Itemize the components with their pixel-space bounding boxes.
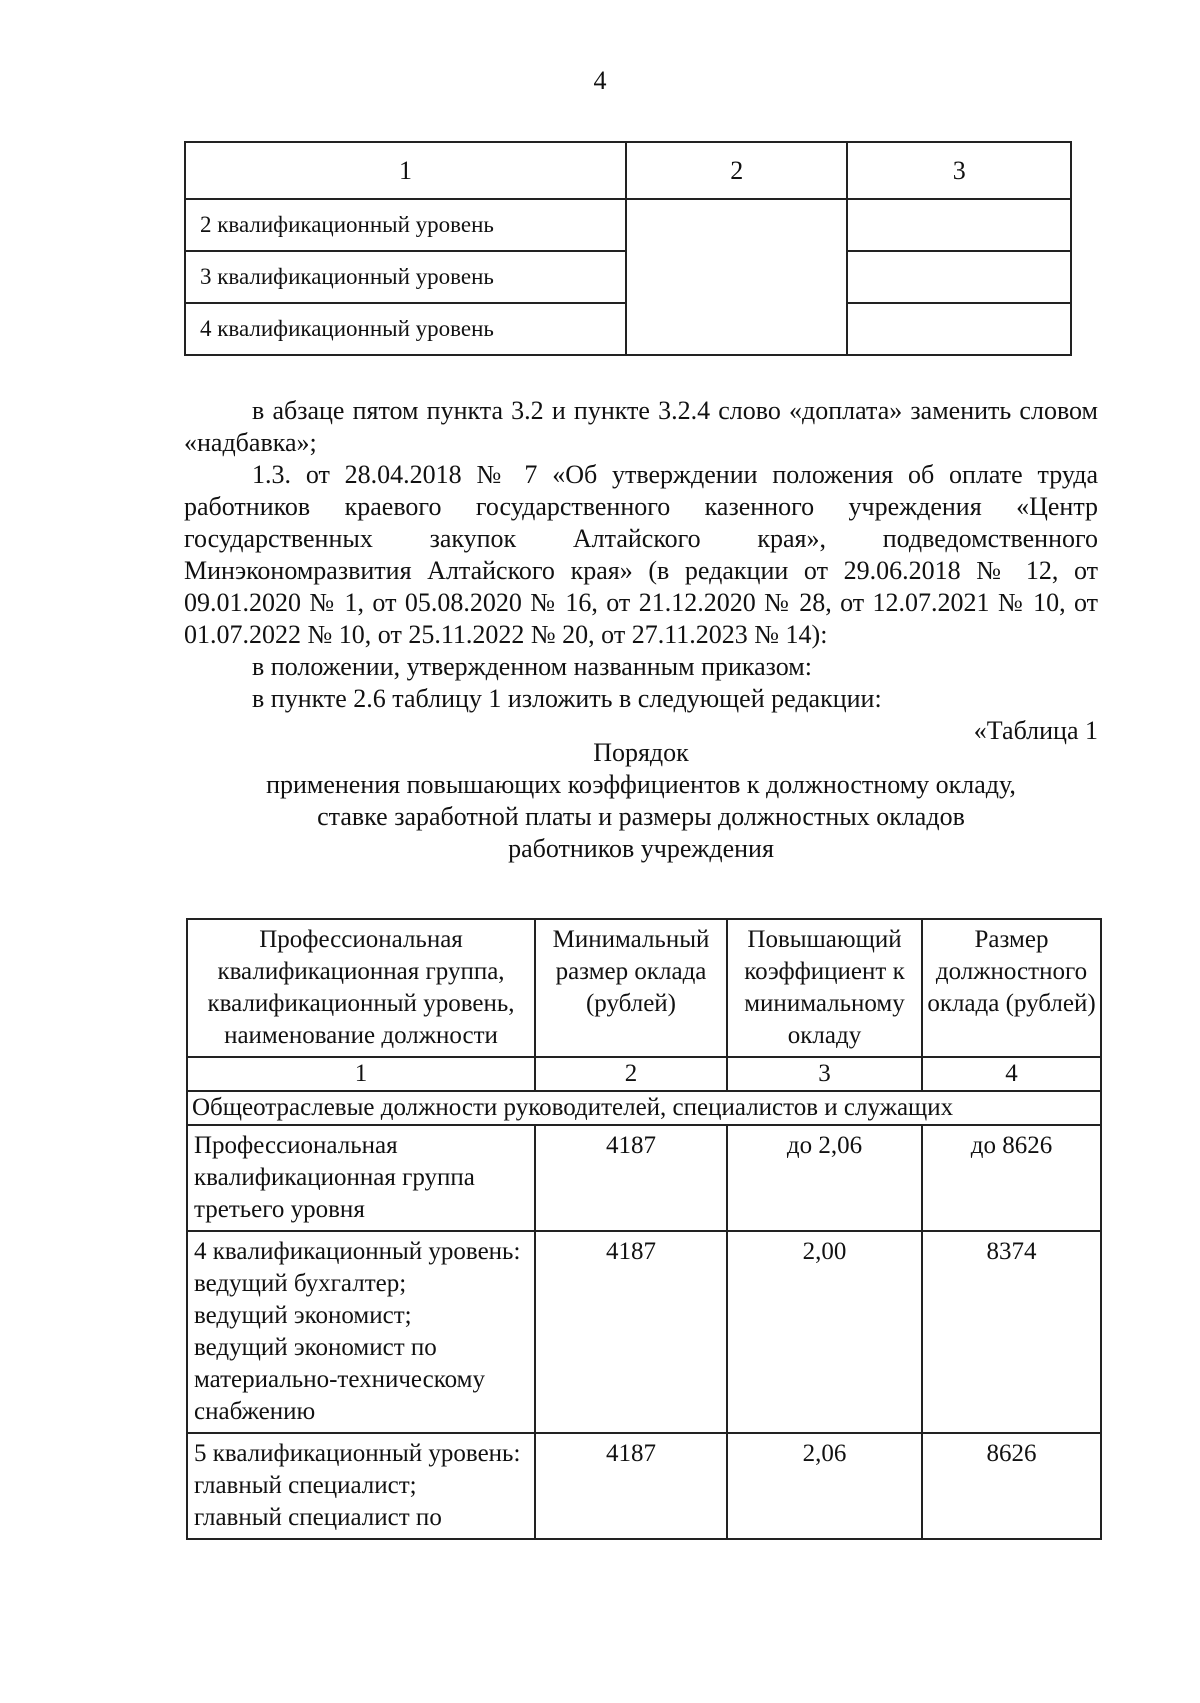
paragraph: в пункте 2.6 таблицу 1 изложить в следующей редакции: — [252, 684, 882, 713]
table-title-line: Порядок — [593, 738, 689, 767]
table-header-row — [185, 142, 1071, 199]
column-header: Повышающий коэффициент к минимальному окладу — [727, 919, 922, 1057]
empty-cell — [847, 251, 1071, 303]
column-header: Размер должностного оклада (рублей) — [922, 919, 1101, 1057]
column-header: 2 — [626, 142, 847, 199]
paragraph: в положении, утвержденном названным приказом: — [252, 652, 812, 681]
salary-table — [186, 918, 1102, 1540]
level-cell: 4 квалификационный уровень — [185, 303, 626, 355]
empty-cell — [847, 199, 1071, 251]
column-number: 1 — [187, 1057, 535, 1091]
table-row — [185, 199, 1071, 251]
body-text — [184, 395, 1098, 747]
min-salary-cell: 4187 — [535, 1125, 727, 1231]
salary-cell: до 8626 — [922, 1125, 1101, 1231]
column-number: 3 — [727, 1057, 922, 1091]
min-salary-cell: 4187 — [535, 1231, 727, 1433]
column-number: 2 — [535, 1057, 727, 1091]
table-label: «Таблица 1 — [973, 716, 1098, 745]
column-number: 4 — [922, 1057, 1101, 1091]
salary-cell: 8374 — [922, 1231, 1101, 1433]
section-row — [187, 1091, 1101, 1125]
table-header-row — [187, 919, 1101, 1057]
column-number-row — [187, 1057, 1101, 1091]
level-cell: 3 квалификационный уровень — [185, 251, 626, 303]
table-title — [184, 737, 1098, 865]
position-cell: 4 квалификационный уровень: ведущий бухгалтер; ведущий экономист; ведущий экономист по материально-техническому снабжению — [187, 1231, 535, 1433]
coefficient-cell: 2,06 — [727, 1433, 922, 1539]
page-number: 4 — [593, 66, 607, 95]
empty-cell — [847, 303, 1071, 355]
min-salary-cell: 4187 — [535, 1433, 727, 1539]
level-cell: 2 квалификационный уровень — [185, 199, 626, 251]
coefficient-cell: до 2,06 — [727, 1125, 922, 1231]
coefficient-cell: 2,00 — [727, 1231, 922, 1433]
position-cell: 5 квалификационный уровень: главный специалист; главный специалист по — [187, 1433, 535, 1539]
salary-cell: 8626 — [922, 1433, 1101, 1539]
column-header: Минимальный размер оклада (рублей) — [535, 919, 727, 1057]
position-cell: Профессиональная квалификационная группа третьего уровня — [187, 1125, 535, 1231]
column-header: 3 — [847, 142, 1071, 199]
column-header: 1 — [185, 142, 626, 199]
merged-empty-cell — [626, 199, 847, 355]
column-header: Профессиональная квалификационная группа, квалификационный уровень, наименование должности — [187, 919, 535, 1057]
table-title-line: ставке заработной платы и размеры должностных окладов — [317, 802, 965, 831]
section-heading: Общеотраслевые должности руководителей, специалистов и служащих — [187, 1091, 1101, 1125]
paragraph: в абзаце пятом пункта 3.2 и пункте 3.2.4 слово «доплата» заменить словом «надбавка»; — [184, 396, 1098, 457]
table-title-line: работников учреждения — [508, 834, 774, 863]
table-row — [187, 1433, 1101, 1539]
paragraph: 1.3. от 28.04.2018 № 7 «Об утверждении положения об оплате труда работников краевого государственного казенного учреждения «Центр государственных закупок Алтайского края», подведомственного Минэкономразвития Алтайского края» (в редакции от 29.06.2018 № 12, от 09.01.2020 № 1, от 05.08.2020 № 16, от 21.12.2020 № 28, от 12.07.2021 № 10, от 01.07.2022 № 10, от 25.11.2022 № 20, от 27.11.2023 № 14): — [184, 460, 1098, 649]
table-row — [187, 1231, 1101, 1433]
table-title-line: применения повышающих коэффициентов к должностному окладу, — [266, 770, 1016, 799]
table-row — [187, 1125, 1101, 1231]
continuation-table — [184, 141, 1072, 356]
